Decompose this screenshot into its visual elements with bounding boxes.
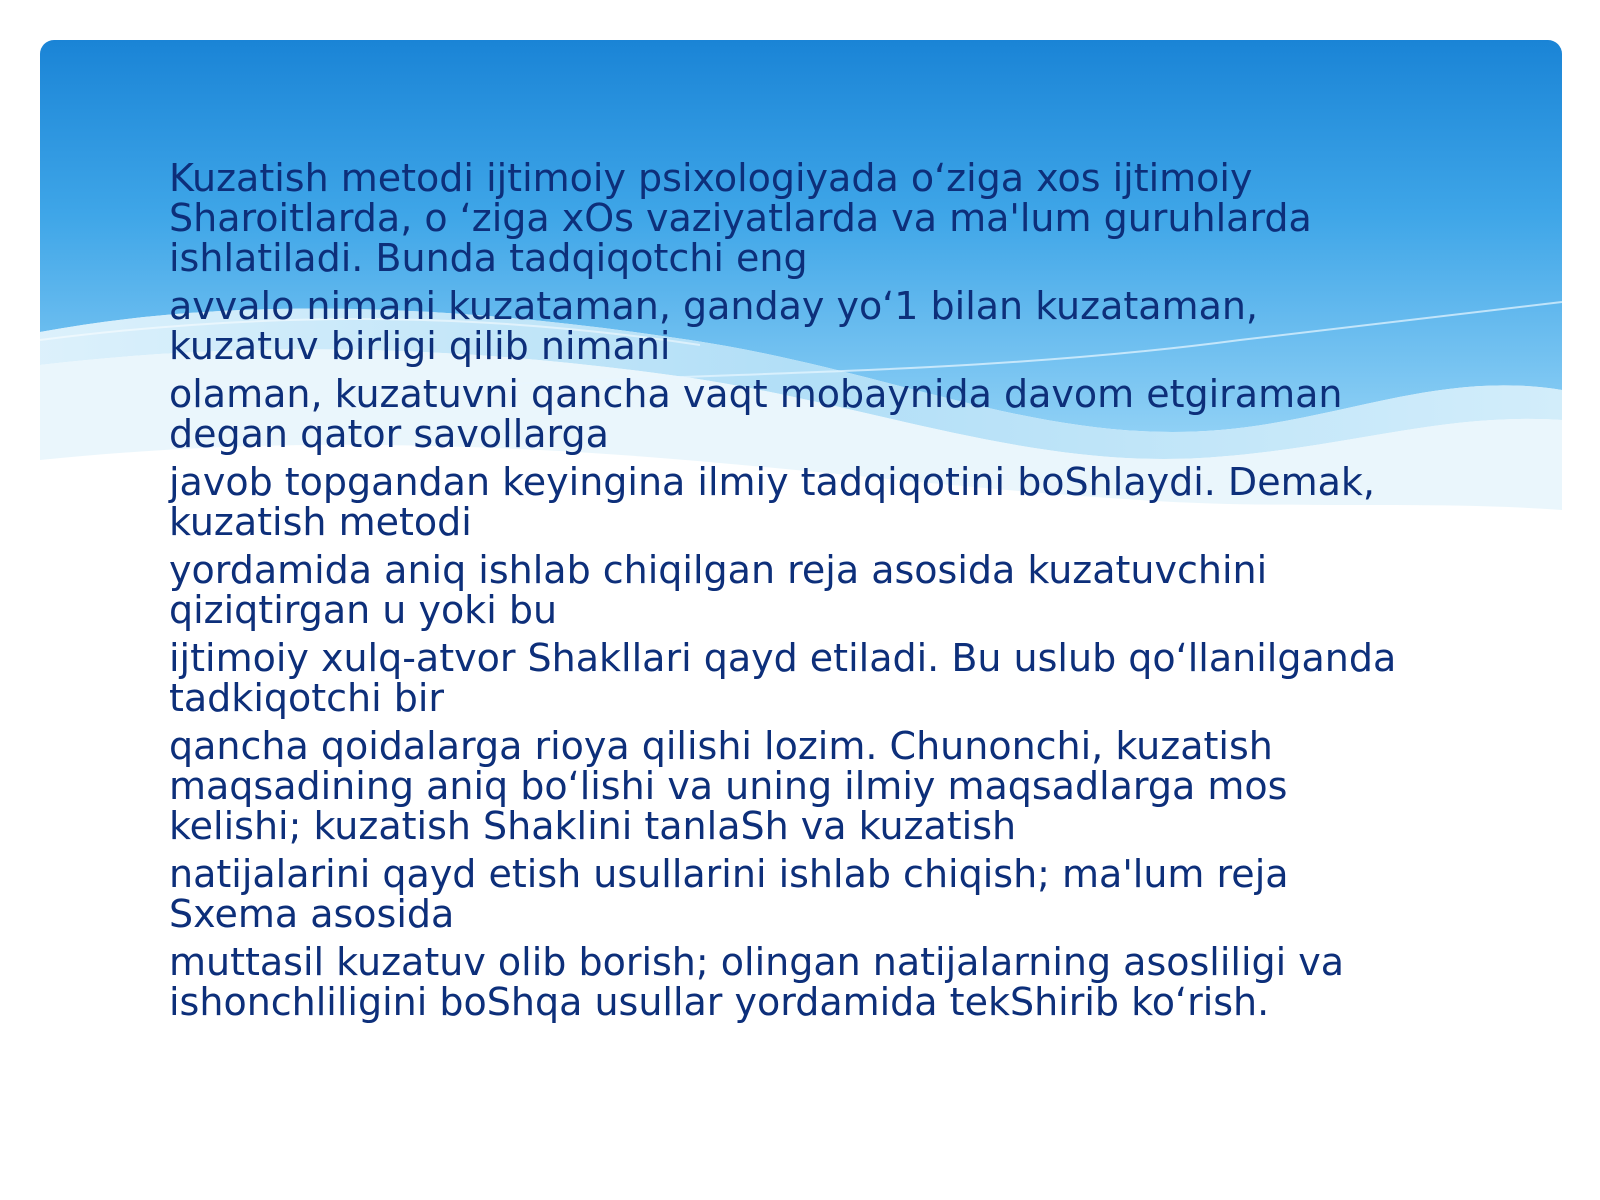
text-line: yordamida aniq ishlab chiqilgan reja asosida kuzatuvchini [169, 548, 1268, 592]
text-line: degan qator savollarga [169, 412, 609, 456]
text-line: Kuzatish metodi ijtimoiy psixologiyada o‘ziga xos ijtimoiy [169, 156, 1253, 200]
text-line: qancha qoidalarga rioya qilishi lozim. Chunonchi, kuzatish [169, 724, 1273, 768]
slide-panel [40, 40, 1562, 1170]
text-line: ijtimoiy xulq-atvor Shakllari qayd etiladi. Bu uslub qo‘llanilganda [169, 636, 1397, 680]
paragraph-9 [169, 942, 1469, 1022]
paragraph-8 [169, 854, 1469, 934]
text-line: javob topgandan keyingina ilmiy tadqiqotini boShlaydi. Demak, [169, 460, 1375, 504]
text-line: maqsadining aniq bo‘lishi va uning ilmiy maqsadlarga mos [169, 764, 1288, 808]
text-line: Sxema asosida [169, 892, 455, 936]
text-line: Sharoitlarda, o ‘ziga xOs vaziyatlarda va ma'lum guruhlarda [169, 196, 1312, 240]
text-line: kelishi; kuzatish Shaklini tanlaSh va kuzatish [169, 804, 1017, 848]
paragraph-1 [169, 158, 1469, 278]
text-line: ishonchliligini boShqa usullar yordamida tekShirib ko‘rish. [169, 980, 1270, 1024]
paragraph-2 [169, 286, 1469, 366]
text-line: kuzatuv birligi qilib nimani [169, 324, 671, 368]
paragraph-3 [169, 374, 1469, 454]
text-line: kuzatish metodi [169, 500, 472, 544]
text-line: natijalarini qayd etish usullarini ishlab chiqish; ma'lum reja [169, 852, 1289, 896]
slide-body-text [169, 158, 1469, 1030]
text-line: ishlatiladi. Bunda tadqiqotchi eng [169, 236, 808, 280]
paragraph-5 [169, 550, 1469, 630]
paragraph-4 [169, 462, 1469, 542]
text-line: avvalo nimani kuzataman, ganday yo‘1 bilan kuzataman, [169, 284, 1259, 328]
text-line: tadkiqotchi bir [169, 676, 445, 720]
text-line: muttasil kuzatuv olib borish; olingan natijalarning asosliligi va [169, 940, 1345, 984]
text-line: olaman, kuzatuvni qancha vaqt mobaynida davom etgiraman [169, 372, 1343, 416]
paragraph-7 [169, 726, 1469, 846]
text-line: qiziqtirgan u yoki bu [169, 588, 558, 632]
paragraph-6 [169, 638, 1469, 718]
